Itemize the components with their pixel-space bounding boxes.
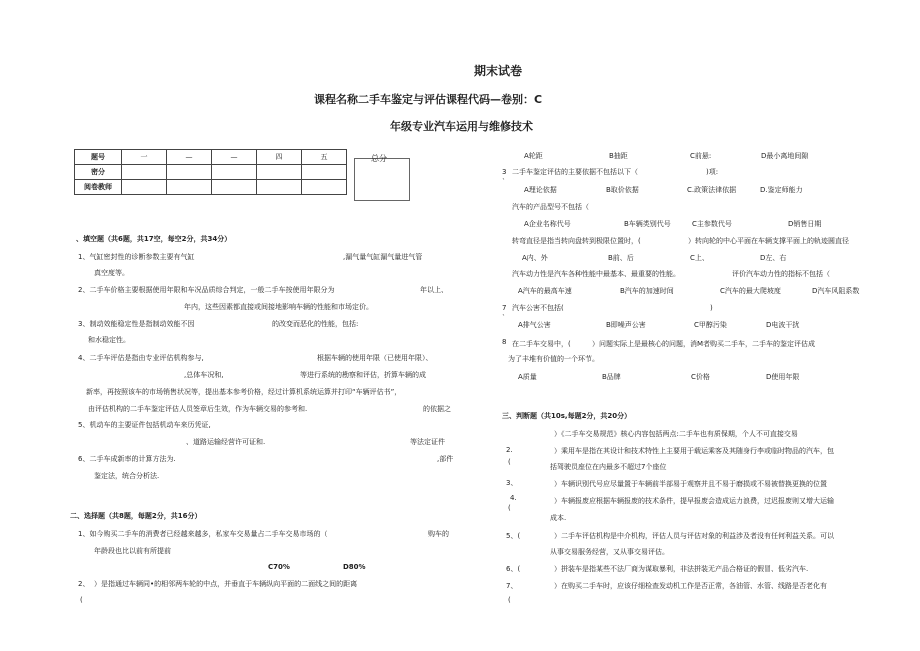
fill-q2: 2、二手车价格主要根据使用年限和车况品质综合判定，一般二手车按使用年限分为 xyxy=(78,286,335,294)
judge-label: 6、( xyxy=(506,565,521,573)
choice-q1-c: 年龄段也比以前有所提前 xyxy=(94,547,171,555)
fill-q1: 1、气缸密封性的诊断参数主要有气缸 xyxy=(78,253,195,261)
choice-q1-opt-d: D80% xyxy=(343,563,366,571)
choice-q2: ）是指通过车辆同•的相邻两车轮的中点，并垂直于车辆纵向平面的二面线之间的距离 xyxy=(94,580,358,588)
column-header: 五 xyxy=(302,150,347,165)
judge-item: ）车辆识别代号应尽量置于车辆前半部易于观察并且不易于磨损或不易被替换更换的位置 xyxy=(554,480,827,488)
judge-item: ）二手车评估机构是中介机构，评估人员与评估对象的利益涉及者没有任何利益关系。可以 xyxy=(554,532,834,540)
fill-q2-b: 年以上、 xyxy=(420,286,448,294)
judge-label: 4. xyxy=(510,494,517,502)
fill-q3: 3、制动效能稳定性是指制动效能不因 xyxy=(78,320,195,328)
judge-section-title: 三、判断题（共10s,每题2分，共20分） xyxy=(502,412,632,420)
opt-row: A企业名称代号 xyxy=(524,220,571,228)
row-label: 阅卷教师 xyxy=(75,180,122,195)
judge-label: 5、( xyxy=(506,532,521,540)
major-line: 年级专业汽车运用与维修技术 xyxy=(390,120,533,133)
judge-label: 3、 xyxy=(506,479,518,487)
fill-q3-c: 和水稳定性。 xyxy=(88,336,130,344)
q-mark: ` xyxy=(502,178,506,186)
score-table xyxy=(74,149,347,195)
judge-label: ( xyxy=(508,596,511,604)
opt-row: B取价依据 xyxy=(606,186,639,194)
judge-item: ）乘用车是指在其设计和技术特性上主要用于载运乘客及其随身行李或临时物品的汽车，包 xyxy=(554,447,834,455)
judge-item: ）《二手车交易规范》核心内容包括两点:二手车也有质保期，个人不可直接交易 xyxy=(554,430,798,438)
fill-q1-b: ,漏气量气缸漏气量进气管 xyxy=(343,253,423,261)
choice-section-title: 二、选择题（共8题，每题2分，共16分） xyxy=(70,512,202,520)
right-q6-tail: 评价汽车动力性的指标不包括（ xyxy=(732,270,830,278)
right-q8-line2: 为了丰堆有价值的一个环节。 xyxy=(508,355,599,363)
column-header: 四 xyxy=(257,150,302,165)
score-cell xyxy=(302,165,347,180)
right-q7-tail: ) xyxy=(710,304,713,312)
q-mark: ` xyxy=(502,314,506,322)
fill-q5-b: 、道路运输经营许可证和. xyxy=(186,438,266,446)
opt-row: A轮距 xyxy=(524,152,543,160)
judge-label: ( xyxy=(508,458,511,466)
q-num: 7 xyxy=(502,304,507,312)
fill-q4-e: 新率，再按照该车的市场销售状况等，提出基本参考价格，经过计算机系统运算并打印“车辆评估书”， xyxy=(86,388,402,396)
fill-q4-d: 等进行系统的勘察和评估，折算车辆的成 xyxy=(300,371,426,379)
opt-row: D销售日期 xyxy=(788,220,822,228)
right-q8-tail: ）问题实际上是最核心的问题，消M者购买二手车，二手车的鉴定评估成 xyxy=(592,340,816,348)
fill-q4-g: 的依据之 xyxy=(423,405,451,413)
judge-item: ）车辆报废应根据车辆报废的技术条件，提早报废会造成运力浪费，过迟报废则又增大运输 xyxy=(554,497,834,505)
opt-row: B前、后 xyxy=(608,254,634,262)
opt-row: B抽距 xyxy=(609,152,628,160)
score-cell xyxy=(122,165,167,180)
opt-row: D使用年限 xyxy=(766,373,800,381)
opt-row: B车辆类别代号 xyxy=(624,220,671,228)
choice-q2-paren: ( xyxy=(80,596,83,604)
opt-row: C主参数代号 xyxy=(692,220,732,228)
choice-q1: 1、如今购买二手车的消费者已经越来越多，私家车交易量占二手车交易市场的（ xyxy=(78,530,328,538)
fill-q4: 4、二手车评估是指由专业评估机构参与, xyxy=(78,354,204,362)
judge-item: ）在购买二手车时，应该仔细检查发动机工作是否正常，各油管、水管、线路是否老化有 xyxy=(554,582,827,590)
fill-q4-f: 由评估机构的二手车鉴定评估人员签章后生效，作为车辆交易的参考和. xyxy=(88,405,308,413)
q-num: 8 xyxy=(502,338,507,346)
right-q5: 转弯直径是指当转向盘转到极限位置时，( xyxy=(512,237,641,245)
fill-section-title: 、填空题（共6题，共17空，每空2分，共34分） xyxy=(76,235,232,243)
score-cell xyxy=(257,180,302,195)
fill-q2-c: 年内，这些因素都直接或间接地影响车辆的性能和市场定价。 xyxy=(184,303,373,311)
opt-row: D左、右 xyxy=(760,254,787,262)
right-q3: 二手车鉴定评估的主要依据不包括以下（ xyxy=(512,168,638,176)
judge-item: 括驾驶员座位在内最多不超过7个座位 xyxy=(550,463,667,471)
opt-row: C上、 xyxy=(690,254,709,262)
column-header: — xyxy=(212,150,257,165)
fill-q6-c: 鉴定法，统合分析法. xyxy=(94,472,160,480)
total-box xyxy=(354,158,410,201)
right-q3-tail: )项: xyxy=(706,168,719,176)
choice-q2-num: 2、 xyxy=(78,580,90,588)
fill-q1-c: 真空度等。 xyxy=(94,269,129,277)
opt-row: C前悬: xyxy=(690,152,712,160)
column-header: — xyxy=(167,150,212,165)
right-q4: 汽车的产品型号不包括（ xyxy=(512,203,589,211)
fill-q5-c: 等法定证件 xyxy=(410,438,445,446)
score-cell xyxy=(302,180,347,195)
column-header: 一 xyxy=(122,150,167,165)
score-cell xyxy=(122,180,167,195)
fill-q4-c: ,总体车况和, xyxy=(184,371,224,379)
opt-row: C.政策法律依据 xyxy=(687,186,737,194)
right-q8: 在二手车交易中，( xyxy=(512,340,571,348)
opt-row: A理论依据 xyxy=(524,186,557,194)
choice-q1-opt-c: C70% xyxy=(268,563,290,571)
judge-item: ）拼装车是指某些不法厂商为谋取暴利，非法拼装无产品合格证的假冒、低劣汽车. xyxy=(554,565,809,573)
row-label: 题号 xyxy=(75,150,122,165)
opt-row: D最小离地间隙 xyxy=(761,152,809,160)
fill-q3-b: 的改变而恶化的性能，包括: xyxy=(272,320,359,328)
total-label: 总分 xyxy=(371,154,387,163)
fill-q6: 6、二手车成新率的计算方法为. xyxy=(78,455,176,463)
opt-row: D汽车风阻系数 xyxy=(812,287,860,295)
score-cell xyxy=(212,165,257,180)
opt-row: B汽车的加速时间 xyxy=(620,287,674,295)
right-q7: 汽车公害不包括( xyxy=(512,304,564,312)
right-q6: 汽车动力性是汽车各种性能中最基本、最重要的性能。 xyxy=(512,270,680,278)
fill-q5: 5、机动车的主要证件包括机动车来历凭证, xyxy=(78,421,211,429)
score-cell xyxy=(167,165,212,180)
opt-row: C甲醇污染 xyxy=(694,321,727,329)
opt-row: C价格 xyxy=(691,373,710,381)
q-num: 3 xyxy=(502,168,507,176)
opt-row: A汽车的最高车速 xyxy=(518,287,572,295)
score-cell xyxy=(167,180,212,195)
judge-label: ( xyxy=(508,504,511,512)
judge-label: 7、 xyxy=(506,582,518,590)
fill-q6-b: ,部件 xyxy=(437,455,454,463)
choice-q1-b: 购车的 xyxy=(428,530,449,538)
judge-item: 从事交易服务经营，又从事交易评估。 xyxy=(550,548,669,556)
score-cell xyxy=(257,165,302,180)
exam-title: 期末试卷 xyxy=(474,64,523,78)
judge-label: 2. xyxy=(506,446,513,454)
opt-row: A质量 xyxy=(518,373,537,381)
right-q5-tail: ）转向轮的中心平面在车辆支撑平面上的轨迹圆直径 xyxy=(688,237,849,245)
row-label: 密分 xyxy=(75,165,122,180)
course-line: 课程名称二手车鉴定与评估课程代码—卷别：C xyxy=(314,93,543,106)
opt-row: D电波干扰 xyxy=(766,321,800,329)
opt-row: C汽车的最大爬坡度 xyxy=(720,287,781,295)
fill-q4-b: 根据车辆的使用年限（已使用年限）、 xyxy=(317,354,433,362)
opt-row: D.鉴定师能力 xyxy=(760,186,803,194)
opt-row: A内、外 xyxy=(522,254,548,262)
opt-row: B品牌 xyxy=(602,373,621,381)
opt-row: A排气公害 xyxy=(518,321,551,329)
score-cell xyxy=(212,180,257,195)
judge-item: 成本. xyxy=(550,514,567,522)
opt-row: B即噪声公害 xyxy=(606,321,646,329)
